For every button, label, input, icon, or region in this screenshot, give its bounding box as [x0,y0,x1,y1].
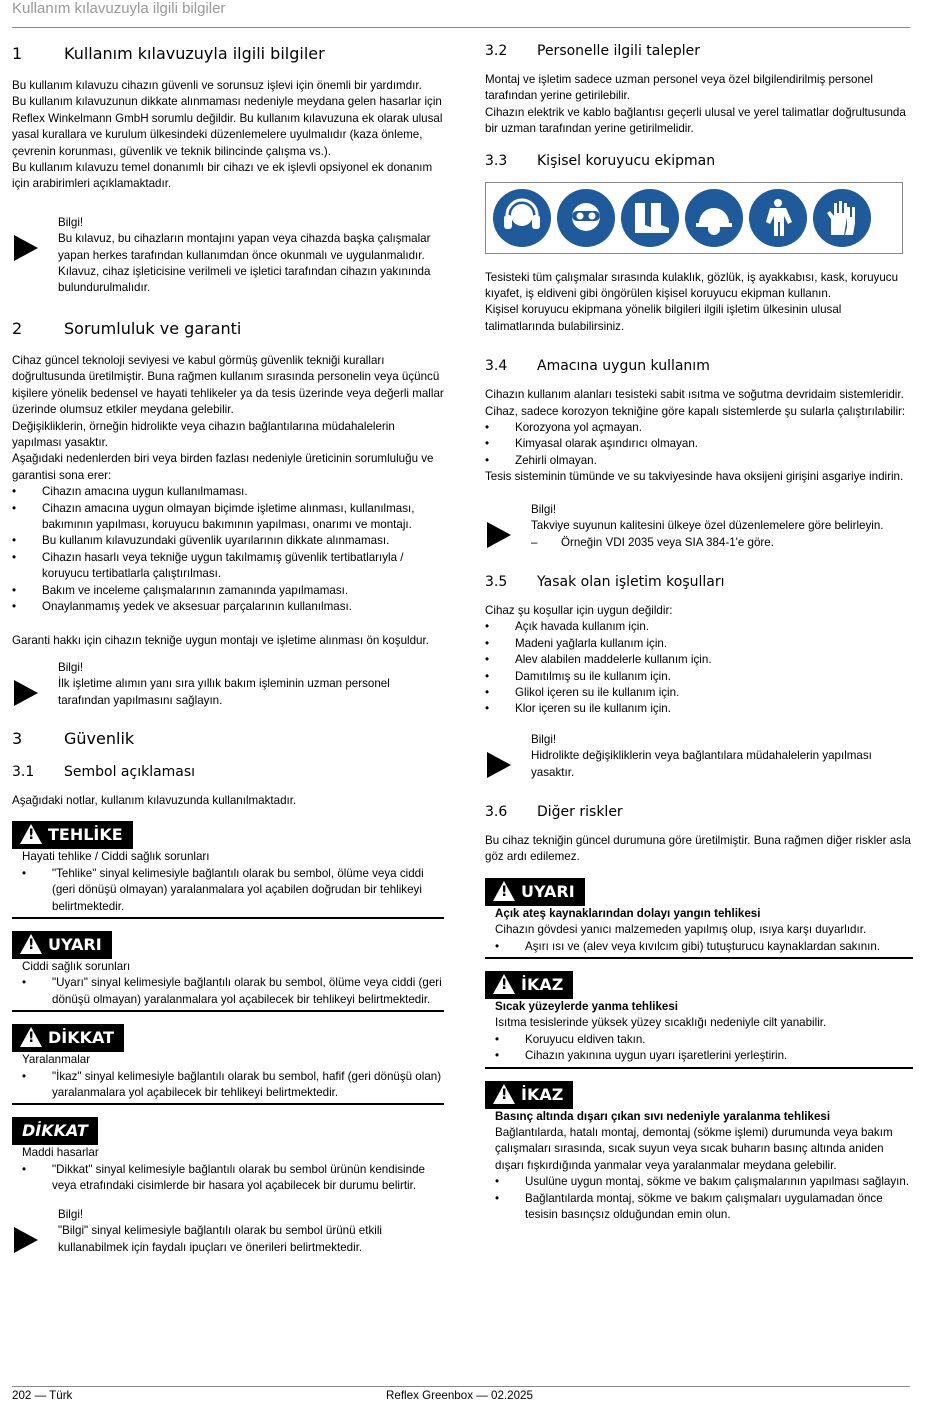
note-text: Hidrolikte değişikliklerin veya bağlantılara müdahalelerin yapılması yasaktır. [531,749,872,779]
notice-label: DİKKAT [12,1117,98,1145]
hazard-heading: Maddi hasarlar [22,1146,99,1160]
hazard-text [485,1109,913,1224]
hazard-heading: Açık ateş kaynaklarından dolayı yangın tehlikesi [495,906,761,920]
helmet-icon [685,189,743,247]
list-item: • Damıtılmış su ile kullanım için. [485,669,913,685]
section-3-4-heading [485,357,913,375]
info-note [485,732,913,781]
list-item: • Usulüne uygun montaj, sökme ve bakım çalışmalarının yapılması sağlayın. [495,1174,913,1190]
section-number: 3.5 [485,573,508,590]
ppe-icon-row [485,182,903,254]
paragraph: Cihaz şu koşullar için uygun değildir: [485,603,673,617]
hazard-text [485,906,913,959]
section-number: 3.6 [485,803,508,820]
note-text: Bu kılavuz, bu cihazların montajını yapan veya cihazda başka çalışmalar yapan herkes tarafından kullanımdan önce okunmalı ve uygulanmalıdır. Kılavuz, cihaz işleticisine verilmeli ve işletici tarafından cihazın yakınında bulundurulmalıdır. [58,232,431,295]
hazard-heading: Basınç altında dışarı çıkan sıvı nedeniyle yaralanma tehlikesi [495,1109,831,1123]
liability-list [12,484,444,615]
footer-product: Reflex Greenbox — 02.2025 [386,1389,533,1402]
list-item: • Bu kullanım kılavuzundaki güvenlik uyarılarının dikkate alınmaması. [12,533,444,549]
section-title: Kullanım kılavuzuyla ilgili bilgiler [64,44,325,63]
left-column [12,40,444,1256]
goggles-icon [557,189,615,247]
section-number: 3.1 [12,764,35,780]
list-item: • Korozyona yol açmayan. [485,420,913,436]
caution-label [12,1024,124,1052]
hazard-text [12,849,444,919]
section-title: Güvenlik [64,729,135,748]
section-3-5-heading [485,573,913,591]
list-item: • Cihazın amacına uygun kullanılmaması. [12,484,444,500]
list-item: • Kimyasal olarak aşındırıcı olmayan. [485,436,913,452]
section-1-heading [12,44,444,64]
list-item: • Bakım ve inceleme çalışmalarının zamanında yapılmaması. [12,583,444,599]
section-title: Sembol açıklaması [64,764,196,780]
paragraph: Aşağıdaki notlar, kullanım kılavuzunda kullanılmaktadır. [12,794,297,807]
info-arrow-icon [14,1227,38,1253]
hazard-heading: Hayati tehlike / Ciddi sağlık sorunları [22,850,210,864]
info-note [485,502,913,551]
section-3-6-heading [485,803,913,821]
warning-triangle-icon [20,824,42,844]
paragraph: Bu kullanım kılavuzu temel donanımlı bir cihazı ve ek işlevli opsiyonel ek donanım için arabirimleri açıklamaktadır. [12,161,433,191]
warning-symbol-block [12,931,444,1012]
section-title: Diğer riskler [537,803,623,820]
info-arrow-icon [14,680,38,706]
header-rule [12,27,910,28]
signal-word: UYARI [521,881,575,901]
list-item: • Cihazın yakınına uygun uyarı işaretlerini yerleştirin. [495,1048,913,1064]
hazard-heading: Sıcak yüzeylerde yanma tehlikesi [495,1000,679,1013]
safety-boots-icon [621,189,679,247]
section-2-heading [12,319,444,339]
hazard-description: Isıtma tesislerinde yüksek yüzey sıcaklığı nedeniyle cilt yanabilir. [495,1016,827,1030]
caution-label [485,971,573,999]
list-item: • "İkaz" sinyal kelimesiyle bağlantılı olarak bu sembol, hafif (geri dönüşü olan) yaralanmalara yol açabilecek bir tehlikeyi belirtmektedir. [22,1069,444,1102]
hazard-text [485,999,913,1069]
warning-triangle-icon [493,881,515,901]
hazard-heading: Ciddi sağlık sorunları [22,960,131,974]
paragraph: Değişikliklerin, örneğin hidrolikte veya cihazın bağlantılarına müdahalelerin yapılması yasaktır. [12,419,395,449]
paragraph: Bu cihaz tekniğin güncel durumuna göre üretilmiştir. Buna rağmen diğer riskler asla göz ardı edilemez. [485,833,911,864]
paragraph: Cihaz güncel teknoloji seviyesi ve kabul görmüş güvenlik tekniği kuralları doğrultusunda üretilmiştir. Buna rağmen kullanım sırasında personelin veya üçüncü kişilere yönelik bedensel ve hayati tehlikeler ya da tesis üzerinde veya değerli mallar üzerinde olumsuz etkiler meydana gelebilir. [12,353,444,417]
signal-word: İKAZ [521,1084,564,1104]
list-item: – Örneğin VDI 2035 veya SIA 384-1'e göre. [531,535,913,551]
note-label: Bilgi! [531,732,557,746]
list-item: • Onaylanmamış yedek ve aksesuar parçalarının kullanılması. [12,599,444,615]
info-arrow-icon [14,235,38,261]
section-number: 3.3 [485,152,508,169]
warning-label [12,931,112,959]
ear-protection-icon [493,189,551,247]
signal-word: TEHLİKE [48,825,123,845]
paragraph: Cihazın elektrik ve kablo bağlantısı geçerli ulusal ve yerel talimatlar doğrultusunda bir uzman tarafından yerine getirilmelidir. [485,105,906,136]
list-item: • Glikol içeren su ile kullanım için. [485,685,913,701]
section-3-1-heading [12,763,444,781]
notice-symbol-block [12,1117,444,1194]
section-title: Amacına uygun kullanım [537,358,710,375]
section-number: 3.2 [485,43,508,59]
list-item: • Cihazın hasarlı veya tekniğe uygun takılmamış güvenlik tertibatlarıyla / koruyucu tertibatlarla çalıştırılması. [12,550,444,583]
paragraph: Aşağıdaki nedenlerden biri veya birden fazlası nedeniyle üreticinin sorumluluğu ve garantisi sona erer: [12,452,434,482]
signal-word: İKAZ [521,975,564,994]
danger-symbol-block [12,821,444,919]
list-item: • Alev alabilen maddelerle kullanım için. [485,652,913,668]
signal-word: UYARI [48,935,102,955]
paragraph: Bu kullanım kılavuzu cihazın güvenli ve sorunsuz işlevi için önemli bir yardımdır. [12,79,422,92]
paragraph: Tesis sisteminin tümünde ve su takviyesinde hava oksijeni girişini asgariye indirin. [485,470,904,484]
hazard-description: Cihazın gövdesi yanıcı malzemeden yapılmış olup, ısıya karşı duyarlıdır. [495,923,867,937]
hazard-heading: Yaralanmalar [22,1053,91,1067]
list-item: • Cihazın amacına uygun olmayan biçimde işletime alınması, kullanılması, bakımının yapılması, koruyucu bakımının yapılması, onarımı ve montajı. [12,501,444,534]
list-item: • "Dikkat" sinyal kelimesiyle bağlantılı olarak bu sembol ürünün kendisinde veya etrafındaki cisimlerde bir hasara yol açabilecek bir durumu belirtir. [22,1162,444,1195]
list-item: • Zehirli olmayan. [485,453,913,469]
list-item: • Açık havada kullanım için. [485,619,913,635]
note-label: Bilgi! [531,502,557,516]
note-label: Bilgi! [58,1207,84,1221]
protective-clothing-icon [749,189,807,247]
running-header: Kullanım kılavuzuyla ilgili bilgiler [12,0,226,17]
hazard-text [12,959,444,1012]
paragraph: Montaj ve işletim sadece uzman personel veya özel bilgilendirilmiş personel tarafından yerine getirilebilir. [485,73,873,103]
section-number: 3.4 [485,358,508,375]
signal-word: DİKKAT [48,1028,115,1048]
page-number: 202 — Türk [12,1389,73,1402]
section-number: 2 [12,318,23,338]
caution-label [485,1081,573,1109]
hazard-text [12,1052,444,1105]
section-title: Kişisel koruyucu ekipman [537,152,716,169]
fire-hazard-block [485,878,913,959]
paragraph: Cihazın kullanım alanları tesisteki sabit ısıtma ve soğutma devridaim sistemleridir. Cihaz, sadece korozyon tekniğine göre kapalı sistemlerde şu sularla çalıştırılabilir: [485,388,906,418]
info-arrow-icon [487,522,511,548]
info-note [12,1207,444,1256]
info-arrow-icon [487,752,511,778]
danger-label [12,821,133,849]
prohibited-conditions-list [485,619,913,717]
warning-triangle-icon [493,974,515,994]
paragraph: Bu kullanım kılavuzunun dikkate alınmaması nedeniyle meydana gelen hasarlar için Reflex Winkelmann GmbH sorumlu değildir. Bu kullanım kılavuzuna ek olarak ulusal yasal kurallara ve kurulum ülkesindeki düzenlemelere uyulmalıdır (kaza önleme, çevrenin korunması, güvenlik ve teknik bilincinde çalışma vs.). [12,95,443,158]
note-text: "Bilgi" sinyal kelimesiyle bağlantılı olarak bu sembol ürünü etkili kullanabilmek için faydalı ipuçları ve önerileri belirtmektedir. [58,1224,382,1254]
warning-label [485,878,585,906]
list-item: • Koruyucu eldiven takın. [495,1032,913,1048]
warning-triangle-icon [20,1027,42,1047]
section-3-3-heading [485,152,913,170]
list-item: • "Tehlike" sinyal kelimesiyle bağlantılı olarak bu sembol, ölüme veya ciddi (geri dönüşü olmayan) yaralanmalara yol açabilen doğrudan bir tehlikeyi belirtmektedir. [22,866,444,915]
section-number: 3 [12,729,23,748]
footer-rule [12,1386,910,1387]
list-item: • Madeni yağlarla kullanım için. [485,636,913,652]
section-title: Yasak olan işletim koşulları [537,573,725,590]
note-text: Takviye suyunun kalitesini ülkeye özel düzenlemelere göre belirleyin. [531,519,884,533]
section-number: 1 [12,44,23,63]
caution-symbol-block [12,1024,444,1105]
section-3-2-heading [485,42,913,60]
info-note [12,215,444,297]
note-label: Bilgi! [58,660,84,674]
warning-triangle-icon [493,1084,515,1104]
section-3-heading [12,729,444,749]
note-label: Bilgi! [58,215,84,229]
pressure-hazard-block [485,1081,913,1224]
intended-use-list [485,420,913,469]
section-title: Sorumluluk ve garanti [64,318,242,338]
right-column [485,40,913,1235]
list-item: • Aşırı ısı ve (alev veya kıvılcım gibi) tutuşturucu kaynaklardan sakının. [495,939,913,955]
burn-hazard-block [485,971,913,1069]
info-note [12,660,444,709]
gloves-icon [813,189,871,247]
list-item: • "Uyarı" sinyal kelimesiyle bağlantılı olarak bu sembol, ölüme veya ciddi (geri dönüşü olmayan) yaralanmalara yol açabilecek bir tehlikeyi belirtmektedir. [22,975,444,1008]
list-item: • Bağlantılarda montaj, sökme ve bakım çalışmaları uygulamadan önce tesisin basınçsız olduğundan emin olun. [495,1191,913,1224]
section-title: Personelle ilgili talepler [537,43,701,59]
hazard-text [12,1145,444,1194]
note-text: İlk işletime alımın yanı sıra yıllık bakım işleminin uzman personel tarafından yapılmasını sağlayın. [58,677,390,707]
hazard-description: Bağlantılarda, hatalı montaj, demontaj (sökme işlemi) durumunda veya bakım çalışmaları sırasında, sıcak suyun veya sıcak buharın basınç altında aniden dışarı fışkırdığında yanmalar veya yaralanmalar meydana gelebilir. [495,1126,893,1172]
paragraph: Tesisteki tüm çalışmalar sırasında kulaklık, gözlük, iş ayakkabısı, kask, koruyucu kıyafet, iş eldiveni gibi öngörülen kişisel koruyucu ekipman kullanın. [485,270,899,301]
paragraph: Garanti hakkı için cihazın tekniğe uygun montajı ve işletime alınması ön koşuldur. [12,634,429,648]
list-item: • Klor içeren su ile kullanım için. [485,701,913,717]
paragraph: Kişisel koruyucu ekipmana yönelik bilgileri ilgili işletim ülkesinin ulusal talimatlarında bulabilirsiniz. [485,303,842,333]
warning-triangle-icon [20,934,42,954]
